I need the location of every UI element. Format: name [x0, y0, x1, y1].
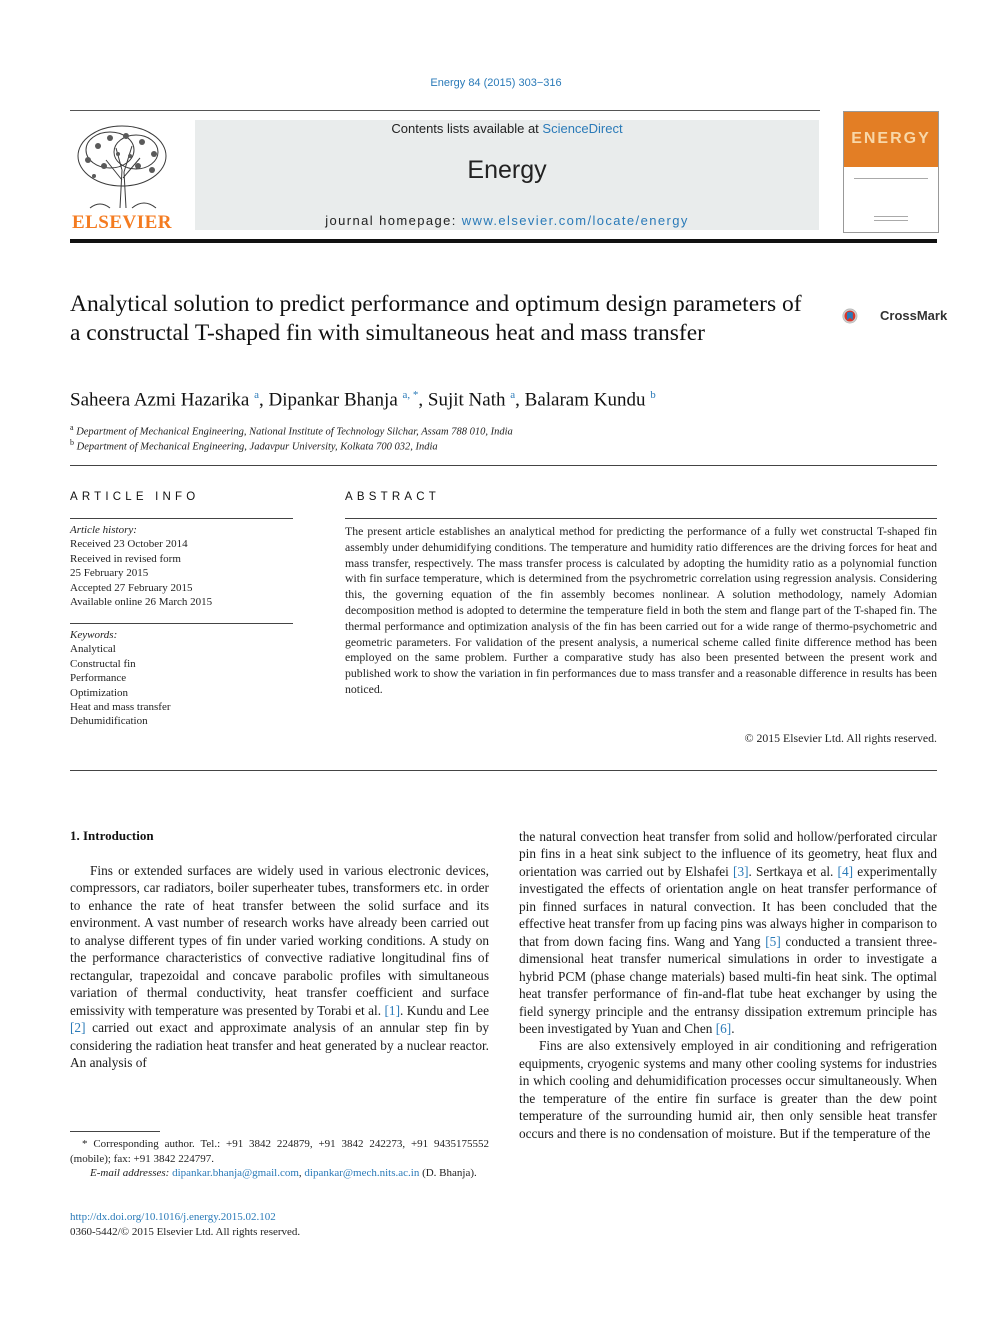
section-rule: [70, 770, 937, 771]
journal-homepage: journal homepage: www.elsevier.com/locate/energy: [325, 213, 689, 228]
intro-left-column: [70, 862, 489, 1071]
keyword: Performance: [70, 672, 127, 685]
author-affil-mark[interactable]: a, *: [402, 389, 419, 401]
reference-link[interactable]: [6]: [715, 1020, 732, 1036]
sciencedirect-link[interactable]: ScienceDirect: [542, 121, 623, 136]
article-info-rule: [70, 518, 293, 519]
journal-cover-thumbnail[interactable]: [843, 111, 939, 233]
header-rule: [70, 110, 820, 111]
keyword: Dehumidification: [70, 715, 148, 728]
article-info-heading: ARTICLE INFO: [70, 491, 200, 503]
keywords: Keywords: Analytical Constructal fin Performance Optimization Heat and mass transfer Dehumidification: [70, 628, 293, 729]
paragraph: the natural convection heat transfer from solid and hollow/perforated circular pin fins in a heat sink subject to the influence of its geometry, heat flux and orientation was carried out by Elshafei [3]. Sertkaya et al. [4] experimentally investigated the effects of orientation angle on heat transfer performance of pin finned surfaces in natural convection. It has been concluded that the effective heat transfer from up facing pins was always higher in comparison to that from down facing fins. Wang and Yang [5] conducted a transient three-dimensional heat transfer numerical simulations in order to investigate a hybrid PCM (phase change materials) based multi-fin heat sink. The optimal heat transfer performance of fin-and-flat tube heat exchanger by using the field synergy principle and the entransy dissipation extremum principle has been investigated by Yuan and Chen [6].: [519, 829, 937, 1036]
abstract-text: The present article establishes an analytical method for predicting the performance of a fully wet constructal T-shaped fin assembly under dehumidifying conditions. The temperature and humidity ratio differences are the driving forces for heat and mass transfer, respectively. The mass transfer process is calculated by adopting the humidity ratio as a polynomial function with fin surface temperature, which is determined from the psychrometric correlation using regression analysis. Considering this, the governing equation of the fin assembly becomes nonlinear. A solution methodology, namely Adomian decomposition method is adopted to determine the temperature field in both the stem and flange part of the T-shaped fin. The thermal performance and optimization analysis of the fin has been carried out for a wide range of thermo-psychometric and geometric parameters. For validation of the present analysis, a numerical scheme called finite difference method has been employed on the same problem. Further a comparative study has also been presented between the present work and published work to show the variation in fin performances due to mass transfer and a reasonable difference in results has been noticed.: [345, 524, 937, 696]
affiliation: $^a$ Department of Mechanical Engineering, National Institute of Technology Silchar, Assam 788 010, India: [70, 423, 513, 438]
reference-link[interactable]: [2]: [70, 1020, 86, 1036]
author-name[interactable]: Sujit Nath: [427, 389, 506, 411]
paragraph: Fins are also extensively employed in air conditioning and refrigeration equipments, cryogenic systems and many other cooling systems for industries in which cooling and dehumidification processes occur simultaneously. When the temperature of the entire fin surface is greater than the dew point temperature of the surrounding humid air, then only sensible heat transfer occurs and there is no condensation of moisture. But if the temperature of the: [519, 1038, 937, 1141]
cover-title: ENERGY: [851, 130, 931, 147]
author-affil-mark[interactable]: b: [650, 389, 656, 401]
footnote: [70, 1137, 489, 1181]
author-affil-mark[interactable]: a: [510, 389, 516, 401]
reference-link[interactable]: [3]: [733, 863, 749, 879]
masthead-rule: [70, 239, 937, 243]
keyword: Heat and mass transfer: [70, 701, 171, 714]
abstract-rule: [345, 518, 937, 519]
crossmark-icon[interactable]: [842, 296, 882, 336]
doi-link[interactable]: http://dx.doi.org/10.1016/j.energy.2015.02.102: [70, 1211, 276, 1223]
journal-title: Energy: [467, 156, 547, 184]
paragraph: Fins or extended surfaces are widely used in various electronic devices, compressors, car radiators, boiler superheater tubes, transformers etc. in order to enhance the rate of heat transfer between the solid surface and its environment. A vast number of research works have already been carried out to analyse different types of fin under varied working conditions. A study on the performance characteristics of convective radiative longitudinal fins of rectangular, trapezoidal and concave parabolic profiles with simultaneous variation of thermal conductivity, heat transfer coefficient and surface emissivity with temperature was presented by Torabi et al. [1]. Kundu and Lee [2] carried out exact and approximate analysis of an annular step fin by considering the radiation heat transfer and heat generated by a nuclear reactor. An analysis of: [70, 863, 489, 1070]
cover-line: [854, 178, 928, 179]
section-rule: [70, 465, 937, 466]
homepage-link[interactable]: www.elsevier.com/locate/energy: [461, 213, 689, 228]
cover-line: [874, 220, 908, 221]
keyword: Optimization: [70, 686, 129, 699]
author-name[interactable]: Saheera Azmi Hazarika: [70, 389, 250, 411]
issn-line: 0360-5442/© 2015 Elsevier Ltd. All rights reserved.: [70, 1226, 301, 1238]
crossmark-label[interactable]: CrossMark: [880, 308, 948, 323]
reference-link[interactable]: [1]: [384, 1002, 401, 1018]
email-link[interactable]: dipankar.bhanja@gmail.com: [172, 1167, 299, 1179]
article-history: Article history: Received 23 October 2014 Received in revised form 25 February 2015 Accepted 27 February 2015 Available online 26 March 2015: [70, 524, 213, 609]
intro-right-column: [519, 828, 937, 1142]
author-list: Saheera Azmi Hazarika $^a$, Dipankar Bhanja $^{a, *}$, Sujit Nath $^a$, Balaram Kundu $^b$: [70, 389, 656, 411]
email-addresses: E-mail addresses: dipankar.bhanja@gmail.com, dipankar@mech.nits.ac.in (D. Bhanja).: [90, 1167, 477, 1179]
abstract-heading: ABSTRACT: [345, 491, 440, 503]
author-name[interactable]: Dipankar Bhanja: [268, 389, 398, 411]
affiliation: $^b$ Department of Mechanical Engineering, Jadavpur University, Kolkata 700 032, India: [70, 438, 438, 453]
footnote-rule: [70, 1131, 160, 1132]
corresponding-author: * Corresponding author. Tel.: +91 3842 224879, +91 3842 242273, +91 9435175552 (mobile); fax: +91 3842 224797.: [70, 1138, 489, 1165]
intro-heading: 1. Introduction: [70, 828, 154, 843]
abstract-copyright: © 2015 Elsevier Ltd. All rights reserved.: [744, 731, 937, 745]
keyword: Analytical: [70, 643, 116, 656]
cover-line: [874, 216, 908, 217]
article-title: Analytical solution to predict performance and optimum design parameters of a constructal T-shaped fin with simultaneous heat and mass transfer: [70, 291, 802, 346]
elsevier-wordmark: ELSEVIER: [71, 212, 173, 233]
email-link[interactable]: dipankar@mech.nits.ac.in: [304, 1167, 420, 1179]
journal-citation[interactable]: Energy 84 (2015) 303−316: [430, 77, 562, 89]
author-affil-mark[interactable]: a: [254, 389, 259, 401]
reference-link[interactable]: [5]: [765, 933, 781, 949]
keyword: Constructal fin: [70, 657, 136, 670]
reference-link[interactable]: [4]: [837, 863, 854, 879]
contents-line: Contents lists available at ScienceDirect: [391, 121, 623, 136]
keywords-rule: [70, 623, 293, 624]
author-name[interactable]: Balaram Kundu: [524, 389, 646, 411]
